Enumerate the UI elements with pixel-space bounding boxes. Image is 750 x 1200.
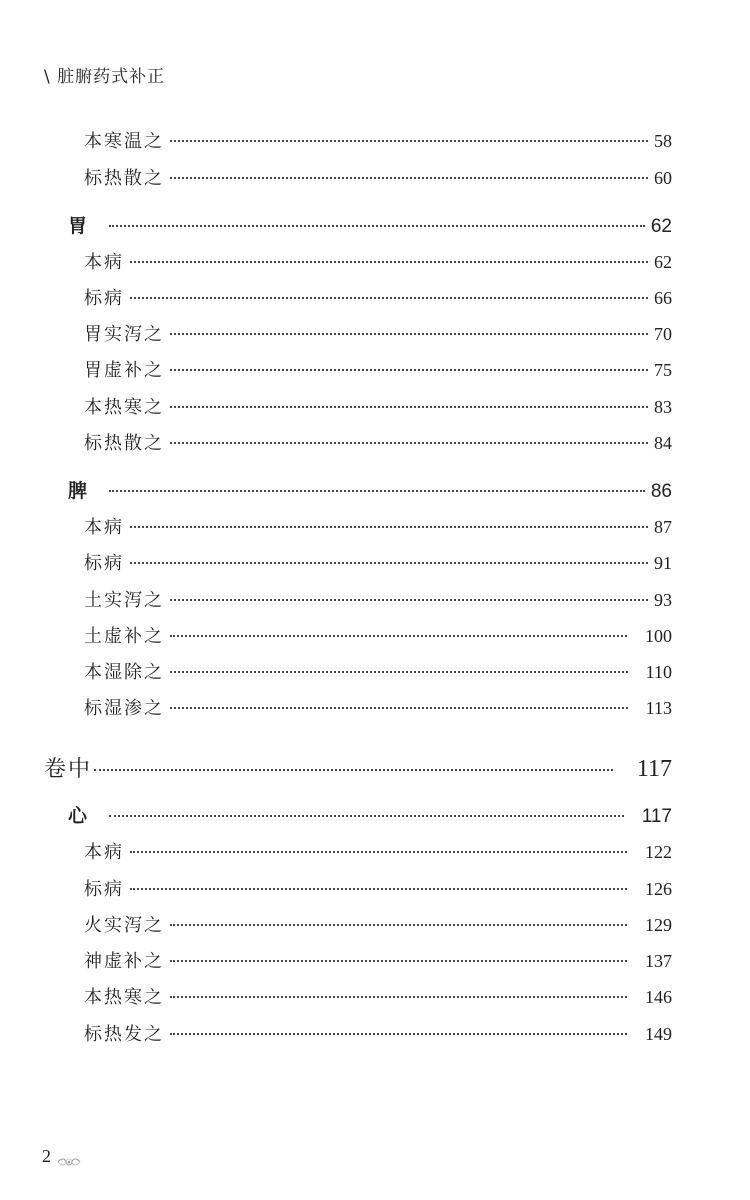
dot-leader: [170, 599, 648, 601]
toc-entry[interactable]: [84, 164, 672, 188]
toc-entry-label: 本湿除之: [84, 662, 164, 683]
toc-entry-label: 火实泻之: [84, 915, 164, 936]
dot-leader: [130, 888, 627, 890]
toc-entry-page: 100: [645, 626, 672, 646]
toc-entry-page: 129: [645, 915, 672, 935]
dot-leader: [130, 261, 648, 263]
toc-entry-label: 神虚补之: [84, 951, 164, 972]
toc-entry-label: 标病: [84, 553, 124, 574]
toc-entry-page: 149: [645, 1024, 672, 1044]
toc-entry-label: 本热寒之: [84, 987, 164, 1008]
toc-entry[interactable]: [84, 694, 672, 718]
toc-entry[interactable]: [84, 356, 672, 380]
toc-entry[interactable]: [84, 658, 672, 682]
dot-leader: [170, 406, 648, 408]
toc-entry-label: 本寒温之: [84, 131, 164, 152]
toc-section[interactable]: [68, 211, 672, 235]
toc-section[interactable]: [68, 476, 672, 500]
dot-leader: [170, 924, 627, 926]
toc-entry-label: 土虚补之: [84, 626, 164, 647]
toc-section-page: 86: [650, 481, 672, 502]
toc-entry[interactable]: [84, 911, 672, 935]
toc-entry-page: 60: [654, 168, 672, 188]
dot-leader: [170, 635, 627, 637]
dot-leader: [109, 815, 624, 817]
toc-entry-page: 93: [654, 590, 672, 610]
toc-entry-page: 66: [654, 288, 672, 308]
toc-entry[interactable]: [84, 513, 672, 537]
toc-entry-page: 113: [645, 698, 672, 718]
toc-entry[interactable]: [84, 320, 672, 344]
dot-leader: [170, 140, 648, 142]
toc-entry[interactable]: [84, 248, 672, 272]
toc-volume-label: 卷中: [44, 757, 93, 782]
toc-entry-page: 83: [654, 397, 672, 417]
toc-entry-label: 标病: [84, 879, 124, 900]
toc-volume[interactable]: [44, 752, 672, 782]
toc-entry-label: 本热寒之: [84, 397, 164, 418]
toc-entry[interactable]: [84, 586, 672, 610]
toc-entry[interactable]: [84, 284, 672, 308]
toc-entry-page: 62: [654, 252, 672, 272]
dot-leader: [94, 769, 613, 771]
toc-entry[interactable]: [84, 983, 672, 1007]
toc-entry[interactable]: [84, 127, 672, 151]
toc-entry[interactable]: [84, 622, 672, 646]
dot-leader: [170, 671, 628, 673]
toc-entry-label: 标热散之: [84, 168, 164, 189]
dot-leader: [170, 369, 648, 371]
toc-entry-page: 91: [654, 553, 672, 573]
dot-leader: [130, 851, 627, 853]
dot-leader: [109, 225, 645, 227]
toc-entry-page: 87: [654, 517, 672, 537]
toc-entry-page: 84: [654, 433, 672, 453]
toc-entry-page: 146: [645, 987, 672, 1007]
toc-entry-page: 110: [645, 662, 672, 682]
toc-volume-page: 117: [636, 756, 672, 782]
running-head: \ 脏腑药式补正: [44, 67, 166, 87]
toc-section-page: 117: [641, 806, 672, 827]
toc-entry-page: 126: [645, 879, 672, 899]
toc-entry-label: 土实泻之: [84, 590, 164, 611]
toc-entry[interactable]: [84, 429, 672, 453]
toc-entry-label: 本病: [84, 842, 124, 863]
toc-entry-page: 75: [654, 360, 672, 380]
toc-entry[interactable]: [84, 838, 672, 862]
toc-entry-page: 58: [654, 131, 672, 151]
dot-leader: [130, 297, 648, 299]
toc-entry-label: 胃虚补之: [84, 360, 164, 381]
toc-section[interactable]: [68, 801, 672, 825]
toc-entry[interactable]: [84, 947, 672, 971]
toc-entry[interactable]: [84, 1020, 672, 1044]
toc-entry[interactable]: [84, 549, 672, 573]
toc-section-label: 脾: [68, 480, 90, 502]
toc-entry[interactable]: [84, 875, 672, 899]
dot-leader: [130, 562, 648, 564]
dot-leader: [170, 707, 628, 709]
toc-entry-label: 标热发之: [84, 1024, 164, 1045]
dot-leader: [170, 960, 627, 962]
dot-leader: [170, 996, 627, 998]
dot-leader: [109, 490, 645, 492]
dot-leader: [170, 333, 648, 335]
dot-leader: [170, 442, 648, 444]
toc-entry-page: 137: [645, 951, 672, 971]
toc-entry-page: 122: [645, 842, 672, 862]
dot-leader: [170, 177, 648, 179]
toc-entry-label: 本病: [84, 517, 124, 538]
page-footer: [42, 1146, 81, 1167]
toc-entry-label: 标病: [84, 288, 124, 309]
toc-entry[interactable]: [84, 393, 672, 417]
page-number: 2: [42, 1146, 51, 1166]
toc-section-page: 62: [650, 216, 672, 237]
toc-entry-label: 标热散之: [84, 433, 164, 454]
scroll-ornament-icon: [57, 1152, 81, 1162]
toc-entry-label: 标湿渗之: [84, 698, 164, 719]
dot-leader: [170, 1033, 627, 1035]
dot-leader: [130, 526, 648, 528]
toc-entry-page: 70: [654, 324, 672, 344]
toc-section-label: 胃: [68, 215, 90, 237]
toc-entry-label: 本病: [84, 252, 124, 273]
toc-section-label: 心: [68, 805, 90, 827]
toc-entry-label: 胃实泻之: [84, 324, 164, 345]
